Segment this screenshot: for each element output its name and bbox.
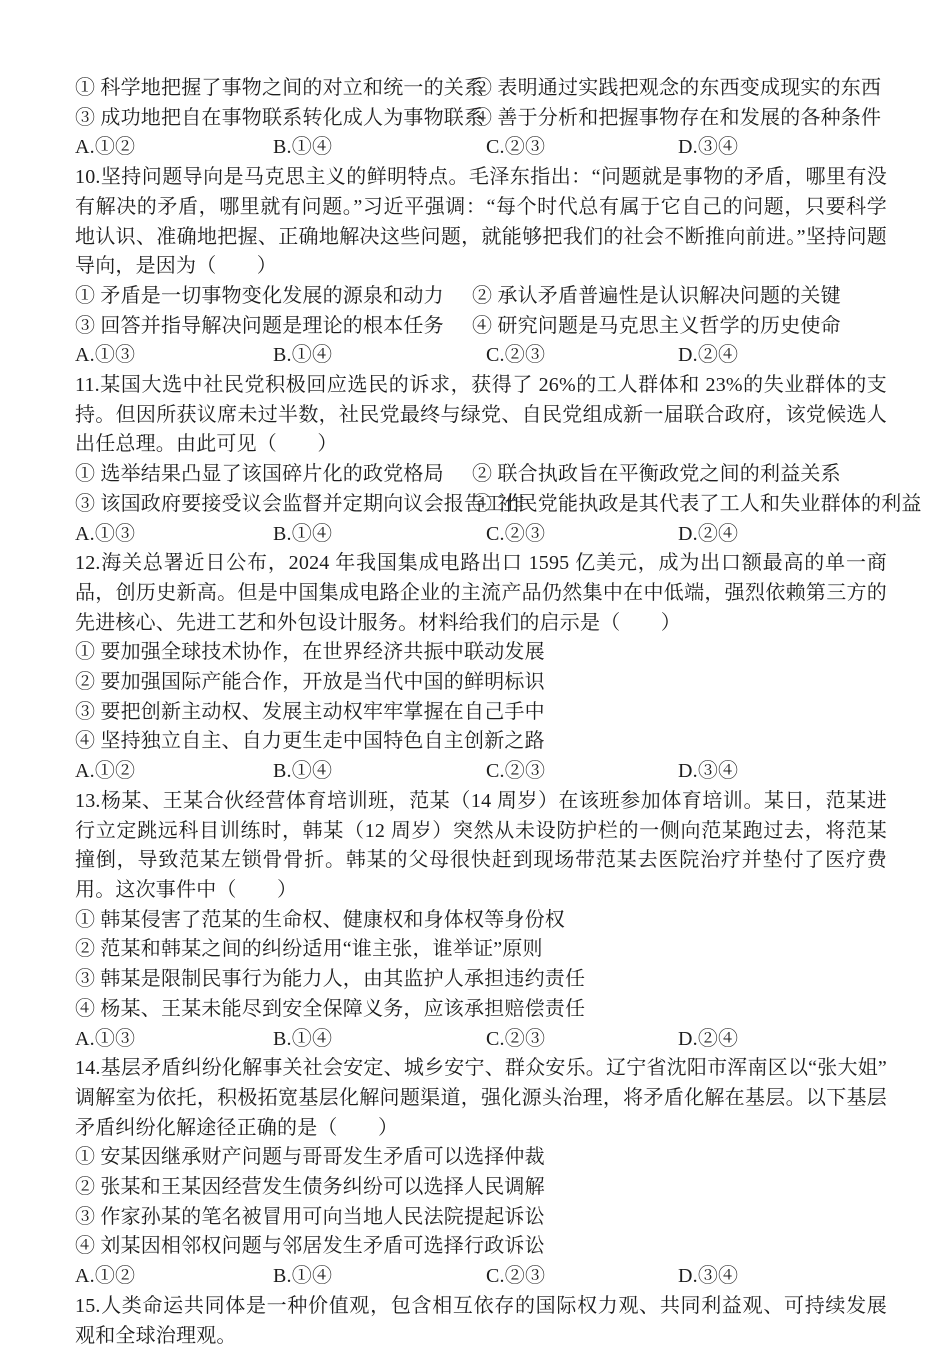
question-13-option-1: ① 韩某侵害了范某的生命权、健康权和身体权等身份权	[75, 908, 565, 931]
question-10-option-4: ④ 研究问题是马克思主义哲学的历史使命	[472, 314, 841, 337]
question-9-options	[75, 74, 887, 133]
question-12-answer-3: C.②③	[486, 760, 546, 783]
question-13-options	[75, 906, 887, 1025]
question-9-answer-4: D.③④	[678, 136, 739, 159]
question-14-answer-2: B.①④	[273, 1265, 333, 1288]
document-body	[75, 74, 922, 1351]
question-11-answer-2: B.①④	[273, 522, 333, 545]
question-13-answer-2: B.①④	[273, 1027, 333, 1050]
question-14-options	[75, 1143, 887, 1262]
question-11-option-3: ③ 该国政府要接受议会监督并定期向议会报告工作	[75, 492, 525, 515]
question-14-option-2: ② 张某和王某因经营发生债务纠纷可以选择人民调解	[75, 1176, 545, 1199]
question-9-answers	[75, 133, 887, 163]
question-11-options	[75, 460, 922, 519]
question-10-option-3: ③ 回答并指导解决问题是理论的根本任务	[75, 314, 444, 337]
question-13-option-4: ④ 杨某、王某未能尽到安全保障义务，应该承担赔偿责任	[75, 997, 586, 1020]
question-13-answer-1: A.①③	[75, 1027, 136, 1050]
question-15-stem: 15.人类命运共同体是一种价值观，包含相互依存的国际权力观、共同利益观、可持续发展观和全球治理观。	[75, 1294, 887, 1347]
question-9-option-3: ③ 成功地把自在事物联系转化成人为事物联系	[75, 106, 485, 129]
question-12-options	[75, 638, 887, 757]
question-10-answer-2: B.①④	[273, 344, 333, 367]
question-9-answer-3: C.②③	[486, 136, 546, 159]
question-14-answer-1: A.①②	[75, 1265, 136, 1288]
question-12-answers	[75, 757, 887, 787]
question-9-option-4: ④ 善于分析和把握事物存在和发展的各种条件	[472, 106, 882, 129]
question-12-option-3: ③ 要把创新主动权、发展主动权牢牢掌握在自己手中	[75, 700, 545, 723]
question-11-answer-4: D.②④	[678, 522, 739, 545]
question-11-option-2: ② 联合执政旨在平衡政党之间的利益关系	[472, 463, 841, 486]
question-13-answers	[75, 1025, 887, 1055]
question-12-answer-4: D.③④	[678, 760, 739, 783]
question-11-answers	[75, 520, 887, 550]
question-10-answers	[75, 341, 887, 371]
question-12-option-4: ④ 坚持独立自主、自力更生走中国特色自主创新之路	[75, 730, 545, 753]
question-9-answer-1: A.①②	[75, 136, 136, 159]
question-10-options	[75, 282, 887, 341]
question-14-answers	[75, 1262, 887, 1292]
question-11-option-4: ④ 社民党能执政是其代表了工人和失业群体的利益	[472, 492, 922, 515]
question-12-answer-1: A.①②	[75, 760, 136, 783]
question-12-option-2: ② 要加强国际产能合作，开放是当代中国的鲜明标识	[75, 671, 545, 694]
question-10-stem: 10.坚持问题导向是马克思主义的鲜明特点。毛泽东指出：“问题就是事物的矛盾，哪里有没有解决的矛盾，哪里就有问题。”习近平强调：“每个时代总有属于它自己的问题，只要科学地认识、准确地把握、正确地解决这些问题，就能够把我们的社会不断推向前进。”坚持问题导向，是因为（ ）	[75, 166, 887, 278]
question-10-answer-1: A.①③	[75, 344, 136, 367]
question-9-answer-2: B.①④	[273, 136, 333, 159]
question-10-answer-3: C.②③	[486, 344, 546, 367]
question-10-option-1: ① 矛盾是一切事物变化发展的源泉和动力	[75, 284, 444, 307]
question-13-option-3: ③ 韩某是限制民事行为能力人，由其监护人承担违约责任	[75, 968, 586, 991]
question-13-answer-3: C.②③	[486, 1027, 546, 1050]
question-11-option-1: ① 选举结果凸显了该国碎片化的政党格局	[75, 463, 444, 486]
question-9-option-2: ② 表明通过实践把观念的东西变成现实的东西	[472, 77, 882, 99]
question-13-answer-4: D.②④	[678, 1027, 739, 1050]
question-9-option-1: ① 科学地把握了事物之间的对立和统一的关系	[75, 77, 485, 99]
question-10-option-2: ② 承认矛盾普遍性是认识解决问题的关键	[472, 284, 841, 307]
question-14-option-1: ① 安某因继承财产问题与哥哥发生矛盾可以选择仲裁	[75, 1146, 545, 1169]
question-14-option-4: ④ 刘某因相邻权问题与邻居发生矛盾可选择行政诉讼	[75, 1235, 545, 1258]
question-12-stem: 12.海关总署近日公布，2024 年我国集成电路出口 1595 亿美元，成为出口额最高的单一商品，创历史新高。但是中国集成电路企业的主流产品仍然集中在中低端，强烈依赖第三方的先进核心、先进工艺和外包设计服务。材料给我们的启示是（ ）	[75, 552, 887, 634]
question-13-option-2: ② 范某和韩某之间的纠纷适用“谁主张，谁举证”原则	[75, 938, 543, 961]
question-14-option-3: ③ 作家孙某的笔名被冒用可向当地人民法院提起诉讼	[75, 1205, 545, 1228]
question-12-answer-2: B.①④	[273, 760, 333, 783]
question-10-answer-4: D.②④	[678, 344, 739, 367]
question-14-stem: 14.基层矛盾纠纷化解事关社会安定、城乡安宁、群众安乐。辽宁省沈阳市浑南区以“张大姐”调解室为依托，积极拓宽基层化解问题渠道，强化源头治理，将矛盾化解在基层。以下基层矛盾纠纷化解途径正确的是（ ）	[75, 1057, 887, 1139]
question-11-answer-1: A.①③	[75, 522, 136, 545]
question-14-answer-3: C.②③	[486, 1265, 546, 1288]
question-11-stem: 11.某国大选中社民党积极回应选民的诉求，获得了 26%的工人群体和 23%的失业群体的支持。但因所获议席未过半数，社民党最终与绿党、自民党组成新一届联合政府，该党候选人出任总理。由此可见（ ）	[75, 374, 887, 456]
question-13-stem: 13.杨某、王某合伙经营体育培训班，范某（14 周岁）在该班参加体育培训。某日，范某进行立定跳远科目训练时，韩某（12 周岁）突然从未设防护栏的一侧向范某跑过去，将范某撞倒，导致范某左锁骨骨折。韩某的父母很快赶到现场带范某去医院治疗并垫付了医疗费用。这次事件中（ ）	[75, 789, 887, 901]
question-14-answer-4: D.③④	[678, 1265, 739, 1288]
question-11-answer-3: C.②③	[486, 522, 546, 545]
question-12-option-1: ① 要加强全球技术协作，在世界经济共振中联动发展	[75, 641, 545, 664]
